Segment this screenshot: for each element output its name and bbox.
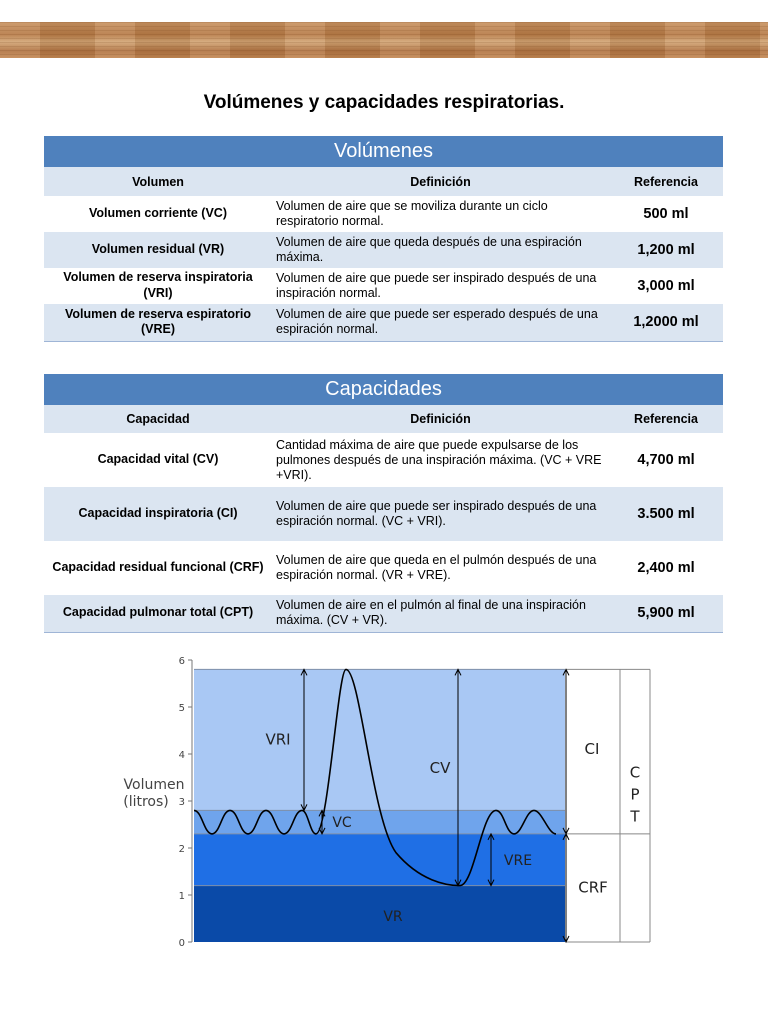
table-row [44, 196, 723, 232]
row-definition: Volumen de aire que puede ser inspirado después de una inspiración normal. [276, 271, 597, 300]
row-name: Capacidad pulmonar total (CPT) [62, 605, 254, 620]
label-cv: CV [429, 758, 451, 777]
table-row [44, 487, 723, 541]
row-definition: Volumen de aire que puede ser inspirado después de una espiración normal. (VC + VRI). [276, 499, 597, 528]
volumenes-table [44, 136, 723, 342]
band-vri [194, 669, 565, 810]
table-row [44, 595, 723, 632]
row-reference: 3,000 ml [637, 278, 695, 294]
label-cpt-letter: P [630, 785, 640, 804]
col-header-volumen: Volumen [132, 174, 184, 189]
row-name: Volumen de reserva inspiratoria (VRI) [63, 270, 253, 300]
row-definition: Volumen de aire que queda en el pulmón después de una espiración normal. (VR + VRE). [276, 553, 597, 582]
label-cpt-letter: T [630, 807, 640, 826]
capacidades-banner: Capacidades [44, 374, 723, 405]
col-header-definicion: Definición [410, 174, 471, 189]
col-header-capacidad: Capacidad [126, 412, 190, 426]
row-name: Volumen residual (VR) [91, 242, 225, 257]
y-tick-label: 0 [178, 938, 185, 949]
label-crf: CRF [578, 878, 608, 897]
row-reference: 500 ml [643, 206, 689, 222]
col-header-definicion: Definición [410, 412, 471, 426]
y-axis-label-unit: (litros) [123, 794, 169, 810]
row-name: Capacidad vital (CV) [97, 452, 219, 467]
page-title: Volúmenes y capacidades respiratorias. [203, 92, 565, 113]
table-row [44, 433, 723, 487]
table-row [44, 268, 723, 304]
y-tick-label: 2 [178, 844, 185, 855]
label-cpt-letter: C [629, 763, 641, 782]
table-row [44, 541, 723, 595]
table-row [44, 304, 723, 341]
y-tick-label: 4 [178, 750, 185, 761]
row-name: Volumen corriente (VC) [89, 206, 227, 221]
y-tick-label: 5 [178, 703, 185, 714]
row-name: Capacidad inspiratoria (CI) [78, 506, 238, 521]
label-vr: VR [383, 908, 403, 925]
table-row [44, 232, 723, 268]
row-reference: 1,200 ml [637, 242, 695, 258]
band-vr [194, 886, 565, 942]
row-definition: Volumen de aire que se moviliza durante un ciclo respiratorio normal. [276, 199, 548, 228]
lung-volumes-chart [110, 650, 670, 955]
y-tick-label: 6 [178, 656, 185, 667]
col-header-referencia: Referencia [634, 412, 698, 426]
row-definition: Cantidad máxima de aire que puede expulsarse de los pulmones después de una inspiración máxima. (VC + VRE +VRI). [276, 437, 602, 482]
capacidades-table [44, 374, 723, 633]
y-tick-label: 3 [178, 797, 185, 808]
row-reference: 1,2000 ml [633, 314, 699, 331]
label-vc: VC [332, 815, 352, 832]
row-reference: 5,900 ml [637, 605, 695, 622]
row-definition: Volumen de aire que puede ser esperado después de una espiración normal. [276, 307, 598, 337]
y-tick-label: 1 [178, 891, 185, 902]
label-vre: VRE [503, 852, 533, 869]
row-definition: Volumen de aire en el pulmón al final de una inspiración máxima. (CV + VR). [276, 598, 586, 628]
row-definition: Volumen de aire que queda después de una espiración máxima. [276, 235, 582, 264]
y-axis-label: Volumen [123, 777, 185, 793]
wood-header-banner [0, 22, 768, 58]
row-reference: 2,400 ml [637, 560, 695, 576]
label-vri: VRI [265, 730, 291, 749]
row-reference: 3.500 ml [637, 506, 695, 522]
row-reference: 4,700 ml [637, 452, 695, 468]
row-name: Volumen de reserva espiratorio (VRE) [65, 306, 251, 337]
label-ci: CI [584, 740, 600, 758]
col-header-referencia: Referencia [634, 174, 698, 189]
row-name: Capacidad residual funcional (CRF) [52, 560, 264, 575]
volumenes-banner: Volúmenes [44, 136, 723, 167]
